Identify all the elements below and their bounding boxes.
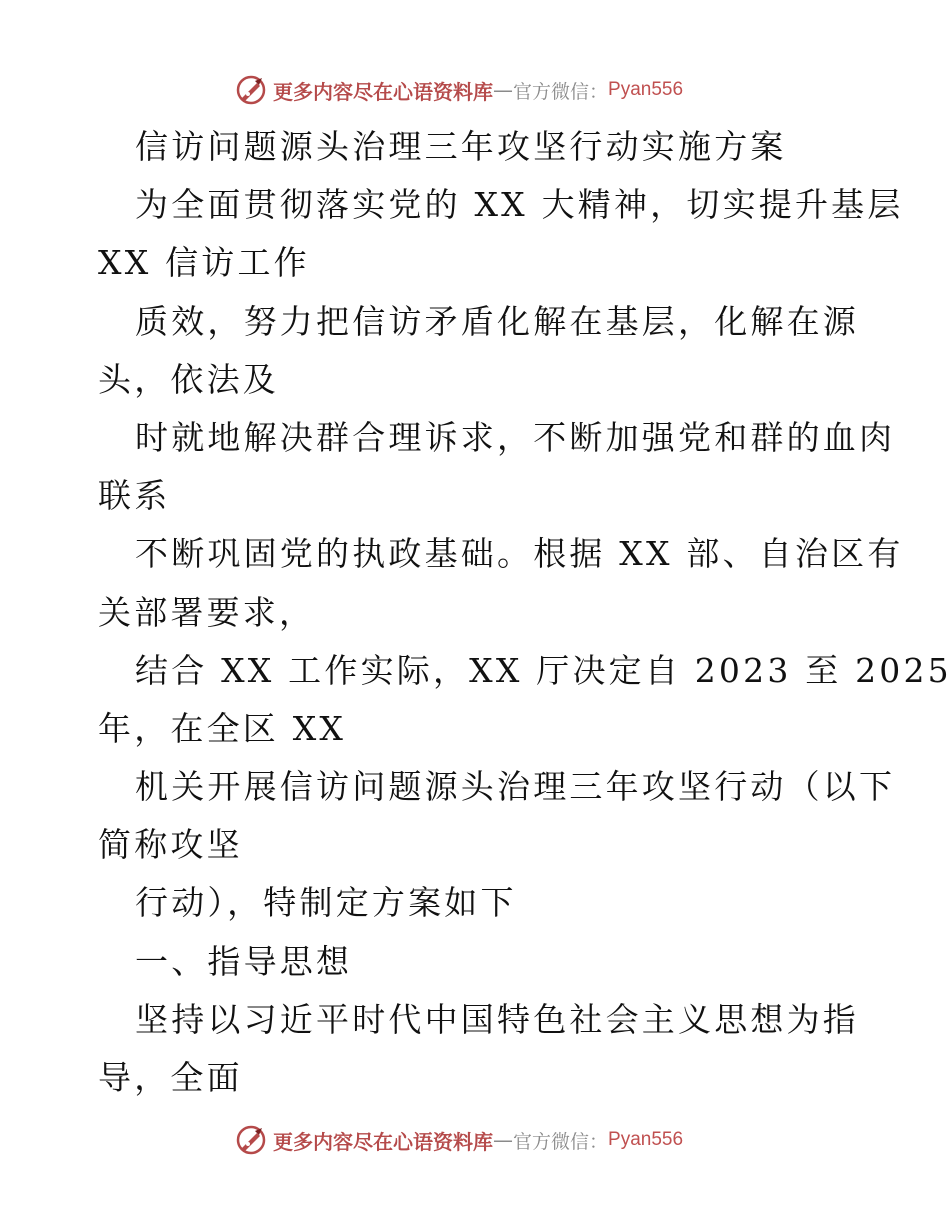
- paragraph-line: 行动），特制定方案如下: [135, 883, 517, 923]
- paragraph-line: 时就地解决群合理诉求，不断加强党和群的血肉: [135, 417, 896, 457]
- watermark-footer: [235, 1122, 715, 1158]
- paragraph-line: 坚持以习近平时代中国特色社会主义思想为指: [135, 999, 859, 1039]
- watermark-dash: —: [493, 78, 513, 102]
- paragraph-line: 不断巩固党的执政基础。根据 XX 部、自治区有: [135, 534, 904, 574]
- watermark-wechat-id: Pyan556: [608, 79, 684, 100]
- paragraph-line: 联系: [98, 476, 171, 516]
- document-title: 信访问题源头治理三年攻坚行动实施方案: [135, 127, 787, 166]
- paragraph-line: 结合 XX 工作实际，XX 厅决定自 2023 至 2025: [135, 650, 952, 690]
- watermark-wechat-label: 官方微信：: [513, 1130, 609, 1153]
- paragraph-line: 简称攻坚: [98, 825, 243, 865]
- watermark-wechat-label: 官方微信：: [513, 80, 609, 103]
- paragraph-line: 质效，努力把信访矛盾化解在基层，化解在源: [135, 301, 859, 341]
- watermark-wechat-id: Pyan556: [608, 1129, 684, 1150]
- paragraph-line: 年，在全区 XX: [98, 708, 347, 748]
- paragraph-line: 关部署要求，: [98, 592, 316, 632]
- paragraph-line: 导，全面: [98, 1058, 243, 1097]
- paragraph-line: 为全面贯彻落实党的 XX 大精神，切实提升基层: [135, 185, 904, 225]
- quill-logo-icon: [235, 1124, 267, 1156]
- watermark-title: 更多内容尽在心语资料库: [273, 1129, 493, 1154]
- quill-logo-icon: [235, 74, 267, 106]
- watermark-header: [235, 72, 715, 108]
- section-heading: 一、指导思想: [135, 941, 353, 981]
- document-body: [98, 118, 952, 1107]
- watermark-title: 更多内容尽在心语资料库: [273, 79, 493, 104]
- paragraph-line: XX 信访工作: [98, 243, 310, 283]
- watermark-dash: —: [493, 1128, 513, 1152]
- paragraph-line: 头，依法及: [98, 359, 279, 399]
- paragraph-line: 机关开展信访问题源头治理三年攻坚行动（以下: [135, 767, 896, 807]
